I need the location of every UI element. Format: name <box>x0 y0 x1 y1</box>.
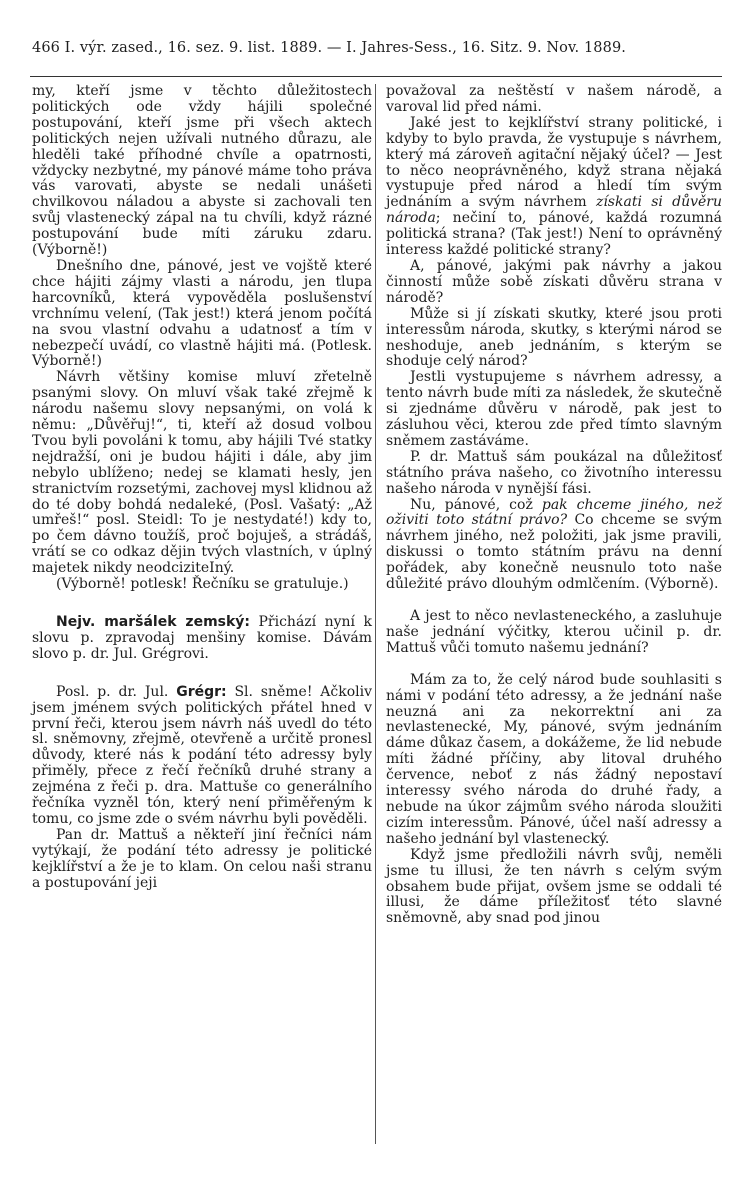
spacer <box>386 657 722 673</box>
column-divider <box>375 84 376 1144</box>
left-column <box>32 84 372 892</box>
emphasized-text: získati si důvěru národa <box>386 194 722 227</box>
right-paragraph-3: A, pánové, jakými pak návrhy a jakou činností může sobě získati důvěru strana v národě? <box>386 257 722 306</box>
paragraph-text: Jaké jest to kejklířství strany politické, i kdyby to bylo pravda, že vystupuje s návrhem, který má zároveň agitační nějaký účel? — Jest to něco neoprávněného, když strana nějaká vystupuje před národ a hledí tím svým jednáním a svým návrhem <box>386 114 722 211</box>
paragraph-text: Co chceme se svým návrhem jiného, než položiti, jak jsme pravili, diskussi o tomto státním právu na denní pořádek, aby konečně neusnulo toto naše důležité právo dlouhým odmlčením. (Výborně). <box>386 512 723 593</box>
speaker-prefix: Posl. p. dr. Jul. <box>56 683 177 700</box>
right-paragraph-8: A jest to něco nevlasteneckého, a zasluhuje naše jednání výčitky, kterou učinil p. dr. Mattuš vůči tomuto našemu jednání? <box>386 608 722 656</box>
right-paragraph-4: Může si jí získati skutky, které jsou proti interessům národa, skutky, s kterými národ se neshoduje, aneb jednáním, s kterým se shoduje celý národ? <box>386 305 722 370</box>
emphasized-text: pak chceme jiného, než oživiti toto státní právo? <box>386 496 722 529</box>
speech-text: Přichází nyní k slovu p. zpravodaj menšiny komise. Dávám slovo p. dr. Jul. Grégrovi. <box>32 614 372 662</box>
speaker-name: Nejv. maršálek zemský: <box>56 614 251 630</box>
spacer <box>32 663 372 685</box>
left-paragraph-6 <box>32 685 372 828</box>
right-paragraph-6: P. dr. Mattuš sám poukázal na důležitosť státního práva našeho, co životního interessu našeho národa v nynější fási. <box>386 448 722 497</box>
running-header <box>32 40 722 68</box>
right-paragraph-10: Když jsme předložili návrh svůj, neměli jsme tu illusi, že ten návrh s celým svým obsahem bude přijat, ovšem jsme se oddali té illusi, že dáme příležitosť této slavné sněmovně, aby snad pod jinou <box>386 846 722 927</box>
paragraph-text: Nu, pánové, což <box>410 496 542 513</box>
paragraph-text: ; nečiní to, pánové, každá rozumná politická strana? (Tak jest!) Není to oprávněný interess každé politické strany? <box>386 210 722 259</box>
spacer <box>32 593 372 615</box>
left-paragraph-4: (Výborně! potlesk! Řečníku se gratuluje.) <box>56 576 349 593</box>
right-paragraph-9: Mám za to, že celý národ bude souhlasiti s námi v podání této adressy, a že jednání naše neuzná ani za nekorrektní ani za nevlastenecké, My, pánové, svým jednáním dáme důkaz časem, a dokážeme, že lid nebude míti žádné příčiny, aby litoval druhého července, neboť z nás žádný nepostaví interessy svého národa do druhé řady, a nebude na úkor zájmům svého národa sloužiti cizím interessům. Pánové, účel naší adressy a našeho jednání byl vlastenecký. <box>386 671 722 847</box>
left-paragraph-1: my, kteří jsme v těchto důležitostech politických ode vždy hájili společné postupování, kteří jsme při všech aktech politických nejen užívali nutného důrazu, ale hleděli také příhodné chvíle a opatrnosti, vždycky nezbytné, my pánové máme toho práva vás varovati, abyste se nedali unášeti chvilkovou náladou a abyste si zachovali ten svůj vlastenecký zápal na tu chvíli, když rázné postupování bude míti záruku zdaru. (Výborně!) <box>32 83 372 259</box>
right-paragraph-2 <box>386 116 722 259</box>
spacer <box>386 593 722 609</box>
right-column <box>386 84 722 927</box>
left-paragraph-2: Dnešního dne, pánové, jest ve vojště které chce hájiti zájmy vlasti a národu, jen tlupa harcovníků, která vypověděla poslušenství vrchnímu velení, (Tak jest!) která jenom počítá na svou vlastní odvahu a udatnosť a tím v nebezpečí uvádí, co vlastně hájiti má. (Potlesk. Výborně!) <box>32 257 372 370</box>
speech-text: Sl. sněme! Ačkoliv jsem jménem svých politických přátel hned v první řeči, kterou jsem návrh náš uvedl do této sl. sněmovny, zřejmě, otevřeně a určitě pronesl důvody, které nás k podání této adressy byly přiměly, přece z řečí řečníků druhé strany a zejména z řeči p. dra. Mattuše co generálního řečníka vyzněl tón, který není přiměřeným k tomu, co jsme zde o svém návrhu byli pověděli. <box>32 683 372 827</box>
left-paragraph-3: Návrh většiny komise mluví zřetelně psanými slovy. On mluví však také zřejmě k národu našemu slovy nepsanými, on volá k němu: „Důvěřuj!“, ti, kteří až dosud volbou Tvou byli povoláni k tomu, aby hájili Tvé statky nejdražší, oni je budou hájiti i dále, aby jim nebylo ublíženo; nedej se klamati hesly, jen stranictvím rozsetými, zachovej mysl klidnou až do té doby bohdá nedaleké, (Posl. Vašatý: „Až umřeš!“ posl. Steidl: To je nestydaté!) kdy to, po čem dávno toužíš, proč bojuješ, a strádáš, vrátí se co odkaz dějin tvých vlastních, v úplný majetek nikdy neodciziteIný. <box>32 369 372 577</box>
left-paragraph-5 <box>32 615 372 663</box>
left-paragraph-7: Pan dr. Mattuš a někteří jiní řečníci nám vytýkají, že podání této adressy je politické kejklířství a že je to klam. On celou naši stranu a postupování jeji <box>32 826 372 891</box>
right-paragraph-5: Jestli vystupujeme s návrhem adressy, a tento návrh bude míti za následek, že skutečně si zjednáme důvěru v národě, pak jest to zásluhou věci, kterou zde před tímto slavným sněmem zastáváme. <box>386 369 722 449</box>
right-paragraph-1: považoval za neštěstí v našem národě, a varoval lid před námi. <box>386 83 722 115</box>
speaker-name: Grégr: <box>176 683 227 700</box>
header-rule <box>30 76 722 77</box>
header-text: 466 I. výr. zased., 16. sez. 9. list. 1889. — I. Jahres-Sess., 16. Sitz. 9. Nov. 1889. <box>32 40 626 56</box>
right-paragraph-7 <box>386 498 722 593</box>
